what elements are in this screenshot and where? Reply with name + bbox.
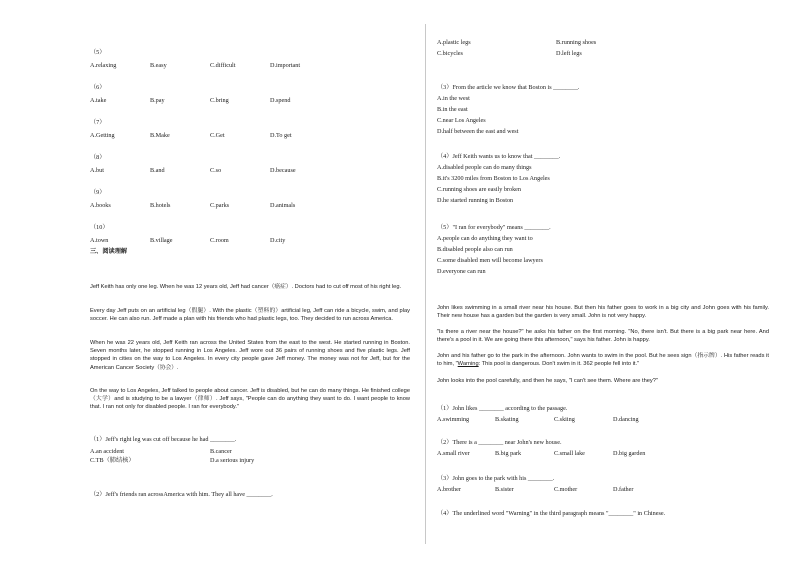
- option[interactable]: A.disabled people can do many things: [437, 164, 532, 171]
- cloze-number: （5）: [90, 49, 106, 56]
- option[interactable]: B.running shoes: [556, 39, 597, 46]
- option[interactable]: D.father: [613, 486, 634, 493]
- option[interactable]: C.mother: [554, 486, 578, 493]
- option[interactable]: D.city: [270, 237, 286, 244]
- option[interactable]: D.because: [270, 167, 296, 174]
- option[interactable]: D.a serious injury: [210, 457, 255, 464]
- passage-paragraph: When he was 22 years old, Jeff Keith ran across the United States from the east to the west. He started running in Boston. Seven months later, he stopped running in Los Angeles. Jeff wore out 36 pairs of running shoes and five plastic legs. Jeff stopped in cities on the way to Los Angeles. In every city people gave Jeff money. The money was not for Jeff, but for the American Cancer Society（协会）.: [90, 340, 410, 371]
- option[interactable]: B.Make: [150, 132, 170, 139]
- option[interactable]: B.big park: [495, 450, 522, 457]
- passage-paragraph: John looks into the pool carefully, and then he says, "I can't see them. Where are they?": [437, 378, 658, 384]
- option[interactable]: C.so: [210, 167, 222, 174]
- option[interactable]: A.Getting: [90, 132, 115, 139]
- option[interactable]: C.difficult: [210, 62, 236, 69]
- option[interactable]: A.plastic legs: [437, 39, 471, 46]
- option[interactable]: D.dancing: [613, 416, 639, 423]
- option[interactable]: D.spend: [270, 97, 291, 104]
- option[interactable]: B.sister: [495, 486, 514, 493]
- option[interactable]: B.hotels: [150, 202, 171, 209]
- question-stem: （2）There is a ________ near John's new house.: [437, 439, 562, 446]
- question-stem: （4）The underlined word "Warning" in the third paragraph means "________" in Chinese.: [437, 510, 666, 517]
- option[interactable]: A.swimming: [437, 416, 470, 423]
- text-run: John and his father go to the park in the afternoon. John wants to swim in the pool. But he sees sign（指示牌）. His father reads it to him, ": [437, 353, 769, 368]
- question-stem: （5）"I ran for everybody" means ________.: [437, 224, 551, 231]
- passage-paragraph: [437, 352, 769, 368]
- passage-paragraph: "Is there a river near the house?" he asks his father on the first morning. "No, there isn't. But there is a big park near here. And there's a pool in it. We are going there this afternoon," says his father. John is happy.: [437, 329, 769, 344]
- underlined-word: Warning: [457, 361, 479, 368]
- section-title: 三、阅读理解: [90, 248, 128, 255]
- option[interactable]: C.running shoes are easily broken: [437, 186, 522, 193]
- option[interactable]: B.in the east: [437, 106, 468, 113]
- option[interactable]: D.important: [270, 62, 301, 69]
- column-divider: [425, 24, 426, 544]
- option[interactable]: D.he started running in Boston: [437, 197, 514, 204]
- question-stem: （1）John likes ________ according to the passage.: [437, 405, 568, 412]
- option[interactable]: A.brother: [437, 486, 461, 493]
- option[interactable]: B.village: [150, 237, 173, 244]
- option[interactable]: C.bicycles: [437, 50, 463, 57]
- option[interactable]: B.cancer: [210, 448, 232, 455]
- cloze-number: （8）: [90, 154, 106, 161]
- option[interactable]: A.relaxing: [90, 62, 117, 69]
- passage-paragraph: Jeff Keith has only one leg. When he was 12 years old, Jeff had cancer（癌症）. Doctors had to cut off most of his right leg.: [90, 284, 402, 290]
- option[interactable]: D.everyone can run: [437, 268, 486, 275]
- option[interactable]: B.and: [150, 167, 165, 174]
- option[interactable]: A.town: [90, 237, 109, 244]
- option[interactable]: A.but: [90, 167, 104, 174]
- option[interactable]: B.easy: [150, 62, 167, 69]
- question-stem: （3）John goes to the park with his ________.: [437, 475, 555, 482]
- option[interactable]: C.near Los Angeles: [437, 117, 486, 124]
- option[interactable]: A.take: [90, 97, 107, 104]
- text-run: : This pool is dangerous. Don't swim in it. 362 people fell into it.": [478, 361, 640, 368]
- question-stem: （1）Jeff's right leg was cut off because he had ________.: [90, 436, 237, 443]
- passage-paragraph: On the way to Los Angeles, Jeff talked to people about cancer. Jeff is disabled, but he can do many things. He finished college（大学）and is studying to be a lawyer（律师）. Jeff says, "People can do anything they want to do. I want people to know that. I ran not only for disabled people. I ran for everybody.": [90, 388, 410, 411]
- question-stem: （4）Jeff Keith wants us to know that ________.: [437, 153, 561, 160]
- option[interactable]: D.left legs: [556, 50, 582, 57]
- cloze-number: （7）: [90, 119, 106, 126]
- option[interactable]: C.room: [210, 237, 229, 244]
- option[interactable]: C.bring: [210, 97, 229, 104]
- option[interactable]: A.small river: [437, 450, 470, 457]
- passage-paragraph: Every day Jeff puts on an artificial leg（假腿）. With the plastic（塑料的）artificial leg, Jeff can ride a bicycle, swim, and play soccer. He can also run. Jeff made a plan with his friends who had plastic legs, too. They decided to run across America.: [90, 308, 410, 323]
- option[interactable]: C.small lake: [554, 450, 585, 457]
- option[interactable]: D.animals: [270, 202, 296, 209]
- question-stem: （3）From the article we know that Boston is ________.: [437, 84, 580, 91]
- option[interactable]: C.skiing: [554, 416, 575, 423]
- option[interactable]: D.big garden: [613, 450, 646, 457]
- option[interactable]: A.an accident: [90, 448, 125, 455]
- option[interactable]: C.TB（肺结核）: [90, 457, 135, 464]
- option[interactable]: A.books: [90, 202, 111, 209]
- cloze-number: （6）: [90, 84, 106, 91]
- option[interactable]: A.people can do anything they want to: [437, 235, 533, 242]
- question-stem: （2）Jeff's friends ran acrossAmerica with him. They all have ________.: [90, 491, 273, 498]
- option[interactable]: C.parks: [210, 202, 230, 209]
- option[interactable]: B.skating: [495, 416, 519, 423]
- option[interactable]: D.half between the east and west: [437, 128, 519, 135]
- option[interactable]: B.it's 3200 miles from Boston to Los Angeles: [437, 175, 550, 182]
- option[interactable]: A.in the west: [437, 95, 470, 102]
- option[interactable]: B.disabled people also can run: [437, 246, 513, 253]
- cloze-number: （10）: [90, 224, 109, 231]
- cloze-number: （9）: [90, 189, 106, 196]
- option[interactable]: D.To get: [270, 132, 292, 139]
- passage-paragraph: John likes swimming in a small river near his house. But then his father goes to work in a big city and John goes with his family. Their new house has a garden but the garden is very small. John is not very happy.: [437, 305, 769, 320]
- option[interactable]: C.some disabled men will become lawyers: [437, 257, 543, 264]
- option[interactable]: B.pay: [150, 97, 165, 104]
- option[interactable]: C.Get: [210, 132, 225, 139]
